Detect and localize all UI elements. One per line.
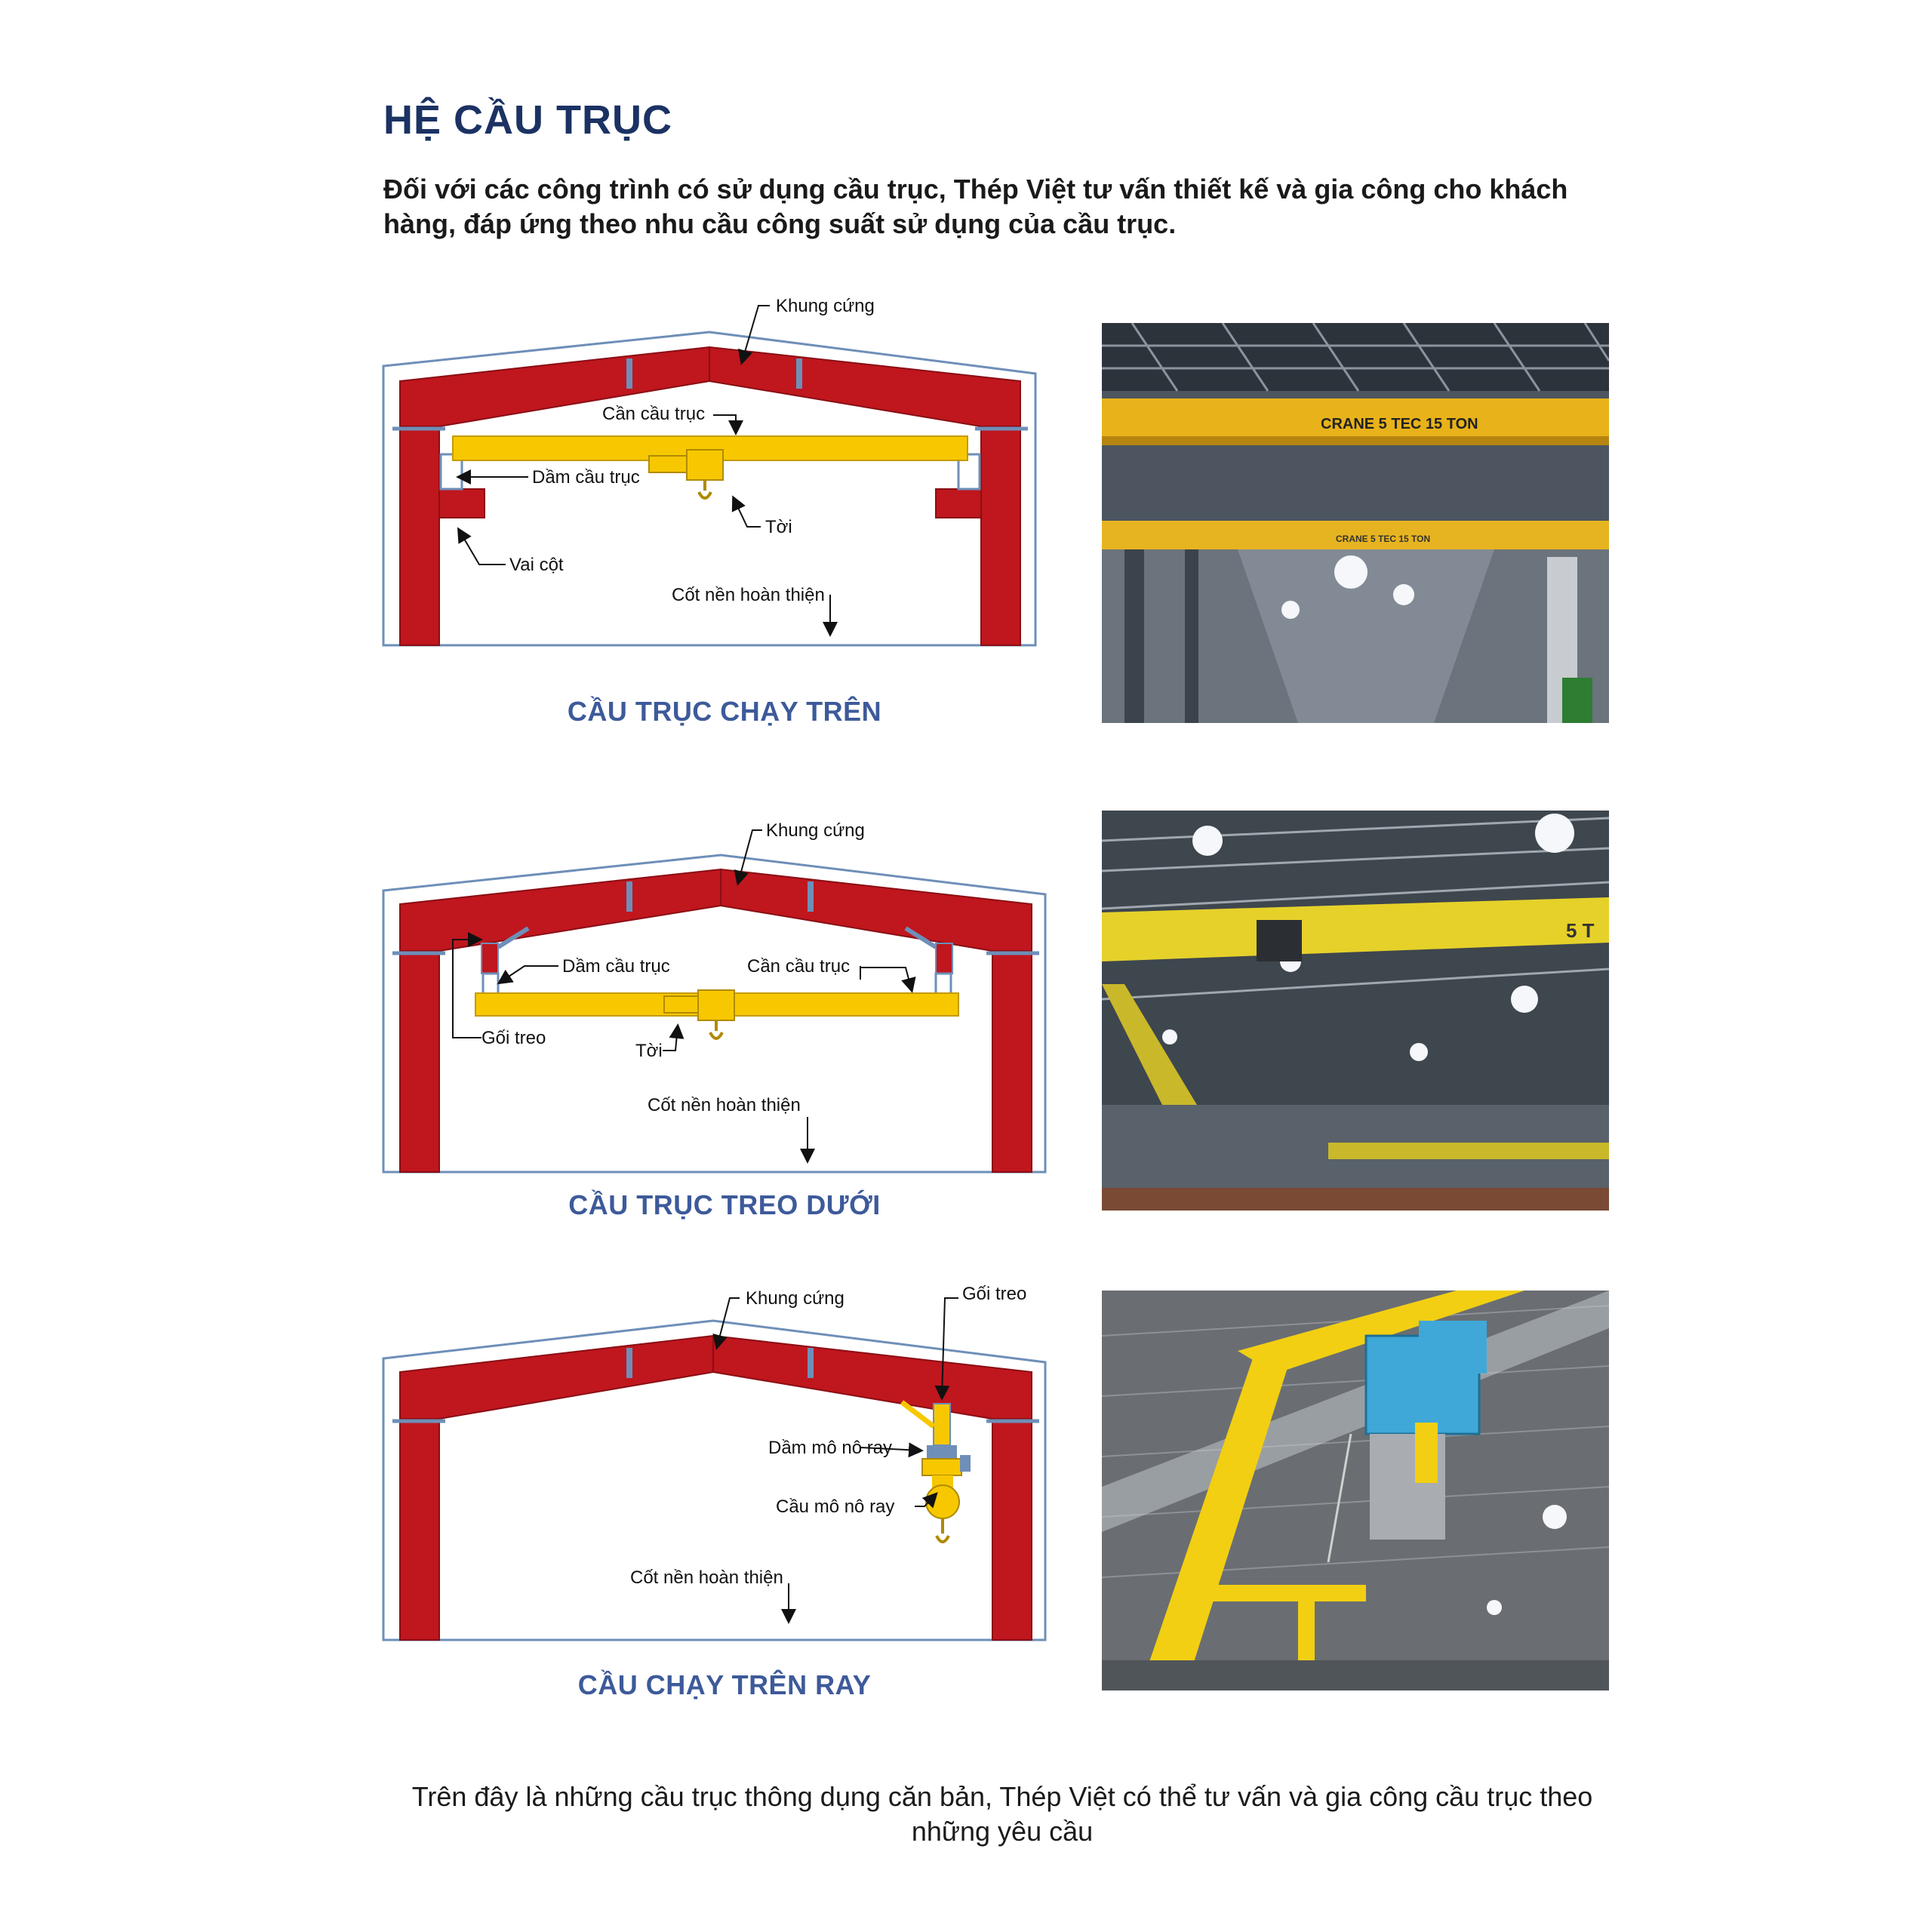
intro-text: Đối với các công trình có sử dụng cầu trục, Thép Việt tư vấn thiết kế và gia công cho khách hàng, đáp ứng theo nhu cầu công suất sử dụng của cầu trục. [383,174,1568,239]
diagram-underhung-crane [377,808,1057,1230]
label-floor-2: Cốt nền hoàn thiện [648,1095,801,1115]
caption-underhung: CẦU TRỤC TREO DƯỚI [568,1189,881,1220]
caption-monorail: CẦU CHẠY TRÊN RAY [577,1669,872,1700]
photo-crane-label: CRANE 5 TEC 15 TON [1321,416,1478,432]
diagram-top-running-crane [377,287,1057,709]
right-rafter [709,347,1020,426]
label-crane: Cần cầu trục [602,404,706,424]
label-floor-3: Cốt nền hoàn thiện [630,1567,783,1588]
label-hanger-2: Gối treo [481,1028,546,1048]
label-corbel: Vai cột [509,555,564,575]
label-frame: Khung cứng [776,296,875,316]
label-hanger-3: Gối treo [962,1284,1027,1304]
label-frame-3: Khung cứng [746,1288,844,1309]
photo-top-running-crane [1102,323,1609,723]
label-hoist: Tời [765,517,792,537]
label-hoist-2: Tời [635,1041,663,1061]
diagram-monorail-crane [377,1275,1057,1698]
photo-crane-label-2: CRANE 5 TEC 15 TON [1336,534,1431,544]
photo-underhung-crane [1102,811,1609,1211]
label-crane-2: Cần cầu trục [747,956,851,977]
left-corbel [439,489,485,518]
label-mono-beam: Dầm mô nô ray [768,1438,893,1458]
label-frame-2: Khung cứng [766,820,865,841]
photo-monorail-crane [1102,1291,1609,1690]
label-beam: Dầm cầu trục [532,467,640,488]
photo-crane-label-3: 5 T [1566,919,1595,942]
label-beam-2: Dầm cầu trục [562,956,670,977]
label-floor: Cốt nền hoàn thiện [672,585,825,605]
right-corbel [936,489,981,518]
page-title: HỆ CẦU TRỤC [383,97,672,143]
caption-top-running: CẦU TRỤC CHẠY TRÊN [567,696,882,727]
hoist [687,450,723,480]
footer-text: Trên đây là những cầu trục thông dụng căn bản, Thép Việt có thể tư vấn và gia công cầu trục theo những yêu cầu [411,1781,1593,1847]
label-mono-crane: Cầu mô nô ray [776,1497,895,1517]
